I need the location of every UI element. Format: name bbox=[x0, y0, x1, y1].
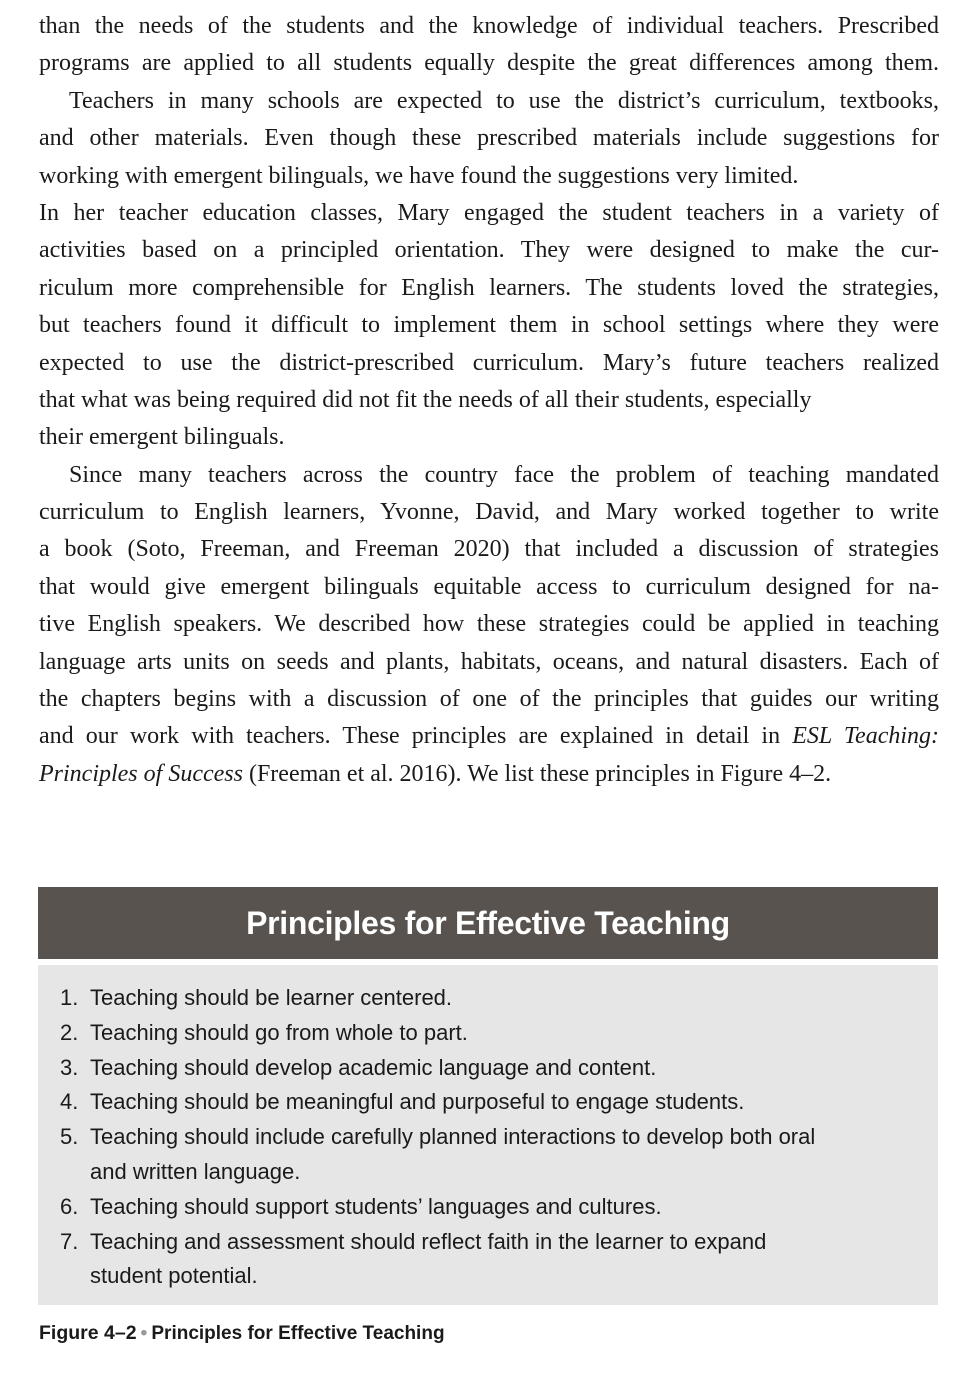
list-number: 6. bbox=[60, 1193, 79, 1219]
text-line: Since many teachers across the country face the problem of teaching mandated bbox=[69, 461, 939, 488]
principles-list bbox=[38, 981, 938, 1294]
text-line: and other materials. Even though these prescribed materials include suggestions for bbox=[39, 125, 939, 152]
list-text: Teaching and assessment should reflect faith in the learner to expand bbox=[90, 1228, 767, 1254]
text-line: activities based on a principled orientation. They were designed to make the cur- bbox=[39, 237, 939, 264]
book-title-italic: ESL Teaching: bbox=[792, 723, 940, 750]
text-line: riculum more comprehensible for English learners. The students loved the strategies, bbox=[39, 274, 939, 301]
text-line: that would give emergent bilinguals equitable access to curriculum designed for na- bbox=[39, 573, 939, 600]
list-number: 7. bbox=[60, 1228, 79, 1254]
text-line: their emergent bilinguals. bbox=[39, 424, 285, 451]
text-line: than the needs of the students and the knowledge of individual teachers. Prescribed bbox=[39, 13, 939, 39]
list-text-continued: student potential. bbox=[90, 1263, 258, 1289]
text-line: language arts units on seeds and plants, habitats, oceans, and natural disasters. Each of bbox=[39, 648, 939, 675]
caption-title: Principles for Effective Teaching bbox=[151, 1323, 445, 1344]
list-number: 3. bbox=[60, 1054, 79, 1080]
list-number: 2. bbox=[60, 1019, 79, 1045]
figure-caption bbox=[39, 1322, 445, 1345]
figure-header bbox=[38, 887, 938, 965]
caption-label: Figure 4–2 bbox=[39, 1322, 137, 1344]
list-text: Teaching should be learner centered. bbox=[90, 985, 453, 1010]
text-line: but teachers found it difficult to implement them in school settings where they were bbox=[39, 312, 939, 339]
list-number: 5. bbox=[60, 1124, 79, 1150]
list-text: Teaching should support students’ languages and cultures. bbox=[90, 1193, 662, 1219]
list-text: Teaching should be meaningful and purposeful to engage students. bbox=[90, 1089, 745, 1115]
list-number: 4. bbox=[60, 1089, 79, 1115]
text-line: Teachers in many schools are expected to use the district’s curriculum, textbooks, bbox=[69, 87, 939, 114]
text-fragment: (Freeman et al. 2016). We list these principles in Figure 4–2. bbox=[248, 760, 832, 787]
text-line: the chapters begins with a discussion of one of the principles that guides our writing bbox=[39, 686, 939, 713]
list-item bbox=[38, 1051, 938, 1086]
text-line: expected to use the district-prescribed curriculum. Mary’s future teachers realized bbox=[39, 349, 939, 376]
list-item bbox=[38, 1016, 938, 1051]
list-number: 1. bbox=[60, 985, 79, 1010]
list-text: Teaching should include carefully planned interactions to develop both oral bbox=[90, 1124, 816, 1150]
figure-box bbox=[38, 887, 938, 1305]
body-text bbox=[39, 8, 939, 793]
list-text: Teaching should develop academic language and content. bbox=[90, 1054, 657, 1080]
list-item bbox=[38, 1120, 938, 1190]
figure-title: Principles for Effective Teaching bbox=[246, 905, 730, 941]
text-line: that what was being required did not fit the needs of all their students, especially bbox=[39, 386, 812, 413]
text-line: tive English speakers. We described how these strategies could be applied in teaching bbox=[39, 611, 939, 638]
caption-separator: • bbox=[140, 1322, 148, 1344]
book-title-italic: Principles of Success bbox=[39, 760, 243, 787]
text-line bbox=[39, 718, 939, 755]
text-fragment: and our work with teachers. These principles are explained in detail in bbox=[39, 723, 781, 750]
text-line bbox=[39, 756, 939, 793]
text-line: programs are applied to all students equally despite the great differences among them. bbox=[39, 50, 939, 77]
list-text-continued: and written language. bbox=[90, 1158, 301, 1184]
list-item bbox=[38, 1225, 938, 1295]
text-line: a book (Soto, Freeman, and Freeman 2020) that included a discussion of strategies bbox=[39, 536, 939, 563]
list-text: Teaching should go from whole to part. bbox=[90, 1019, 468, 1045]
text-line: In her teacher education classes, Mary engaged the student teachers in a variety of bbox=[39, 199, 939, 226]
list-item bbox=[38, 981, 938, 1016]
text-line: working with emergent bilinguals, we have found the suggestions very limited. bbox=[39, 162, 799, 189]
text-line: curriculum to English learners, Yvonne, David, and Mary worked together to write bbox=[39, 499, 939, 526]
list-item bbox=[38, 1085, 938, 1120]
list-item bbox=[38, 1190, 938, 1225]
